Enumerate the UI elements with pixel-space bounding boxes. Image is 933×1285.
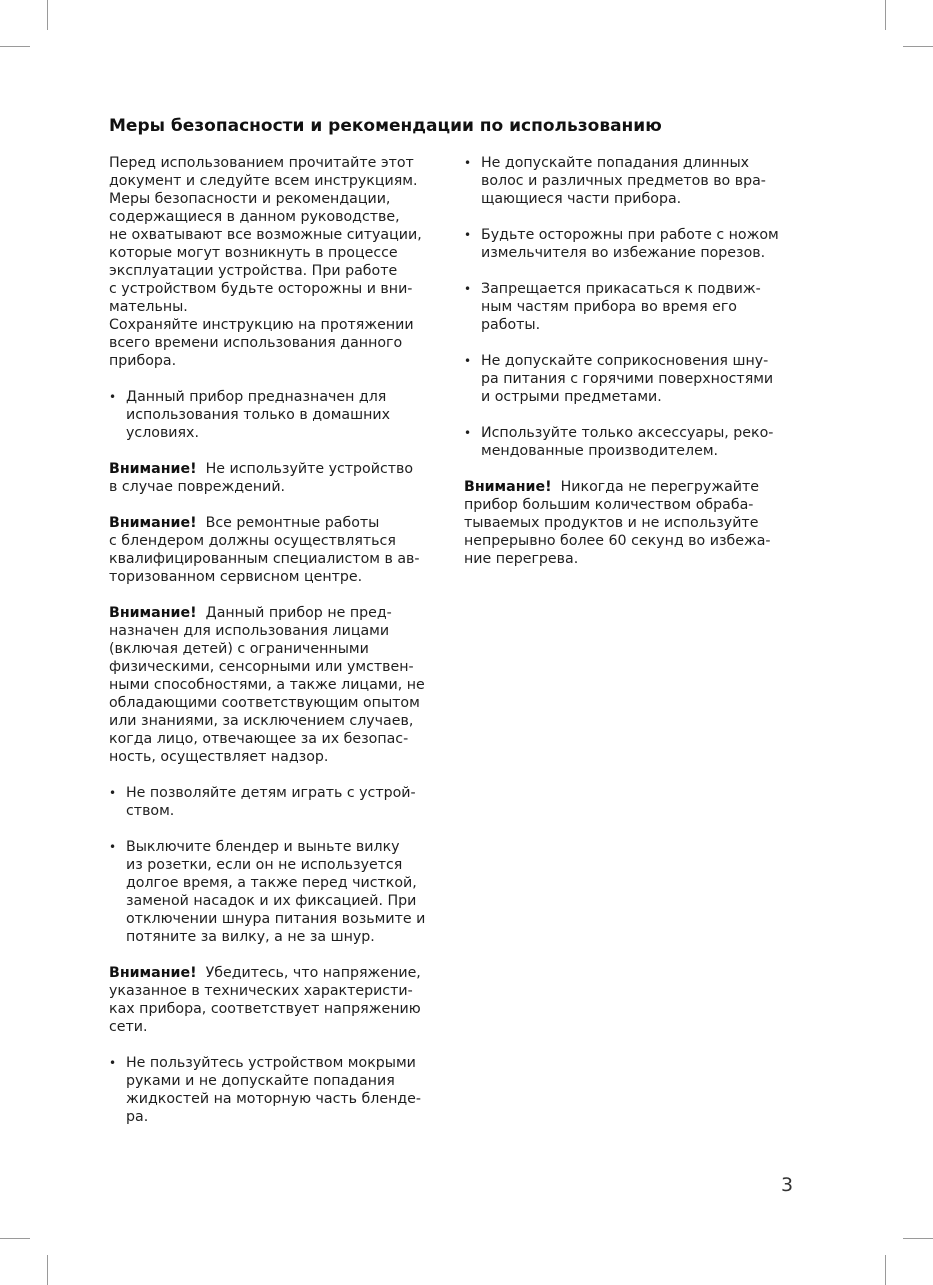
text-line: документ и следуйте всем инструкциям.	[109, 173, 418, 189]
warning-label: Внимание!	[109, 515, 197, 531]
text-line: ным частям прибора во время его	[481, 299, 737, 315]
text-line: с устройством будьте осторожны и вни-	[109, 281, 413, 297]
text-line: указанное в технических характеристи-	[109, 983, 413, 999]
text-line: ра.	[126, 1109, 149, 1125]
warning-text: Убедитесь, что напряжение,	[205, 965, 421, 981]
text-line: содержащиеся в данном руководстве,	[109, 209, 400, 225]
bullet-dot-icon: •	[464, 228, 472, 242]
text-line: когда лицо, отвечающее за их безопас-	[109, 731, 409, 747]
text-line: ством.	[126, 803, 175, 819]
crop-mark-top-right-vertical	[885, 0, 886, 30]
text-line: потяните за вилку, а не за шнур.	[126, 929, 375, 945]
text-line: всего времени использования данного	[109, 335, 403, 351]
text-line: Не позволяйте детям играть с устрой-	[126, 785, 416, 801]
text-line: обладающими соответствующим опытом	[109, 695, 420, 711]
warning-text: Никогда не перегружайте	[560, 479, 760, 495]
warning-paragraph	[109, 604, 449, 766]
bullet-dot-icon: •	[464, 282, 472, 296]
text-line: заменой насадок и их фиксацией. При	[126, 893, 417, 909]
text-line: измельчителя во избежание порезов.	[481, 245, 766, 261]
text-line: тываемых продуктов и не используйте	[464, 515, 759, 531]
text-line: (включая детей) с ограниченными	[109, 641, 369, 657]
text-line: в случае повреждений.	[109, 479, 286, 495]
bullet-dot-icon: •	[109, 390, 117, 404]
bullet-dot-icon: •	[464, 354, 472, 368]
text-line: руками и не допускайте попадания	[126, 1073, 395, 1089]
text-line: работы.	[481, 317, 541, 333]
text-line: мательны.	[109, 299, 188, 315]
warning-paragraph	[109, 514, 449, 586]
text-line: прибор большим количеством обраба-	[464, 497, 754, 513]
text-paragraph	[109, 154, 449, 370]
warning-label: Внимание!	[464, 479, 552, 495]
warning-label: Внимание!	[109, 965, 197, 981]
text-line: ность, осуществляет надзор.	[109, 749, 329, 765]
text-line: Выключите блендер и выньте вилку	[126, 839, 400, 855]
text-line	[109, 460, 449, 478]
text-line: которые могут возникнуть в процессе	[109, 245, 398, 261]
text-line: отключении шнура питания возьмите и	[126, 911, 426, 927]
text-line: ра питания с горячими поверхностями	[481, 371, 774, 387]
text-line: или знаниями, за исключением случаев,	[109, 713, 414, 729]
crop-mark-bottom-right-vertical	[885, 1255, 886, 1285]
bullet-item	[109, 784, 449, 820]
bullet-item	[464, 352, 804, 406]
crop-mark-bottom-left-vertical	[47, 1255, 48, 1285]
text-line: физическими, сенсорными или умствен-	[109, 659, 414, 675]
text-line: Данный прибор предназначен для	[126, 389, 387, 405]
text-line	[109, 514, 449, 532]
warning-paragraph	[109, 460, 449, 496]
text-line: Не допускайте соприкосновения шну-	[481, 353, 769, 369]
warning-label: Внимание!	[109, 461, 197, 477]
bullet-dot-icon: •	[109, 840, 117, 854]
text-line: Будьте осторожны при работе с ножом	[481, 227, 779, 243]
warning-label: Внимание!	[109, 605, 197, 621]
bullet-item	[464, 226, 804, 262]
warning-text: Данный прибор не пред-	[205, 605, 392, 621]
bullet-dot-icon: •	[109, 1056, 117, 1070]
bullet-dot-icon: •	[109, 786, 117, 800]
right-column	[464, 154, 804, 586]
text-line: ние перегрева.	[464, 551, 579, 567]
bullet-item	[109, 388, 449, 442]
page-number: 3	[781, 1174, 794, 1196]
text-line: непрерывно более 60 секунд во избежа-	[464, 533, 771, 549]
page-title: Меры безопасности и рекомендации по использованию	[109, 116, 662, 136]
bullet-item	[464, 154, 804, 208]
text-line: прибора.	[109, 353, 177, 369]
text-line: ными способностями, а также лицами, не	[109, 677, 425, 693]
text-line	[109, 604, 449, 622]
text-line: и острыми предметами.	[481, 389, 662, 405]
text-line: Используйте только аксессуары, реко-	[481, 425, 774, 441]
crop-mark-top-right-horizontal	[903, 46, 933, 47]
text-line: из розетки, если он не используется	[126, 857, 403, 873]
text-line: эксплуатации устройства. При работе	[109, 263, 398, 279]
warning-text: Не используйте устройство	[205, 461, 414, 477]
bullet-item	[109, 838, 449, 946]
text-line	[109, 964, 449, 982]
text-line: Меры безопасности и рекомендации,	[109, 191, 391, 207]
bullet-item	[464, 280, 804, 334]
text-line: Перед использованием прочитайте этот	[109, 155, 414, 171]
text-line: использования только в домашних	[126, 407, 390, 423]
text-line: торизованном сервисном центре.	[109, 569, 363, 585]
text-line: ках прибора, соответствует напряжению	[109, 1001, 421, 1017]
text-line: волос и различных предметов во вра-	[481, 173, 766, 189]
bullet-item	[109, 1054, 449, 1126]
text-line: условиях.	[126, 425, 199, 441]
crop-mark-top-left-vertical	[47, 0, 48, 30]
warning-paragraph	[109, 964, 449, 1036]
text-line: квалифицированным специалистом в ав-	[109, 551, 420, 567]
warning-paragraph	[464, 478, 804, 568]
bullet-dot-icon: •	[464, 156, 472, 170]
text-line: Сохраняйте инструкцию на протяжении	[109, 317, 414, 333]
text-line	[464, 478, 804, 496]
text-line: мендованные производителем.	[481, 443, 719, 459]
text-line: назначен для использования лицами	[109, 623, 390, 639]
bullet-item	[464, 424, 804, 460]
text-line: с блендером должны осуществляться	[109, 533, 396, 549]
crop-mark-bottom-right-horizontal	[903, 1238, 933, 1239]
crop-mark-bottom-left-horizontal	[0, 1238, 30, 1239]
bullet-dot-icon: •	[464, 426, 472, 440]
text-line: долгое время, а также перед чисткой,	[126, 875, 417, 891]
text-line: сети.	[109, 1019, 148, 1035]
text-line: Не пользуйтесь устройством мокрыми	[126, 1055, 416, 1071]
warning-text: Все ремонтные работы	[205, 515, 380, 531]
text-line: Не допускайте попадания длинных	[481, 155, 750, 171]
crop-mark-top-left-horizontal	[0, 46, 30, 47]
text-line: не охватывают все возможные ситуации,	[109, 227, 422, 243]
text-line: жидкостей на моторную часть бленде-	[126, 1091, 422, 1107]
text-line: Запрещается прикасаться к подвиж-	[481, 281, 761, 297]
left-column	[109, 154, 449, 1144]
text-line: щающиеся части прибора.	[481, 191, 682, 207]
